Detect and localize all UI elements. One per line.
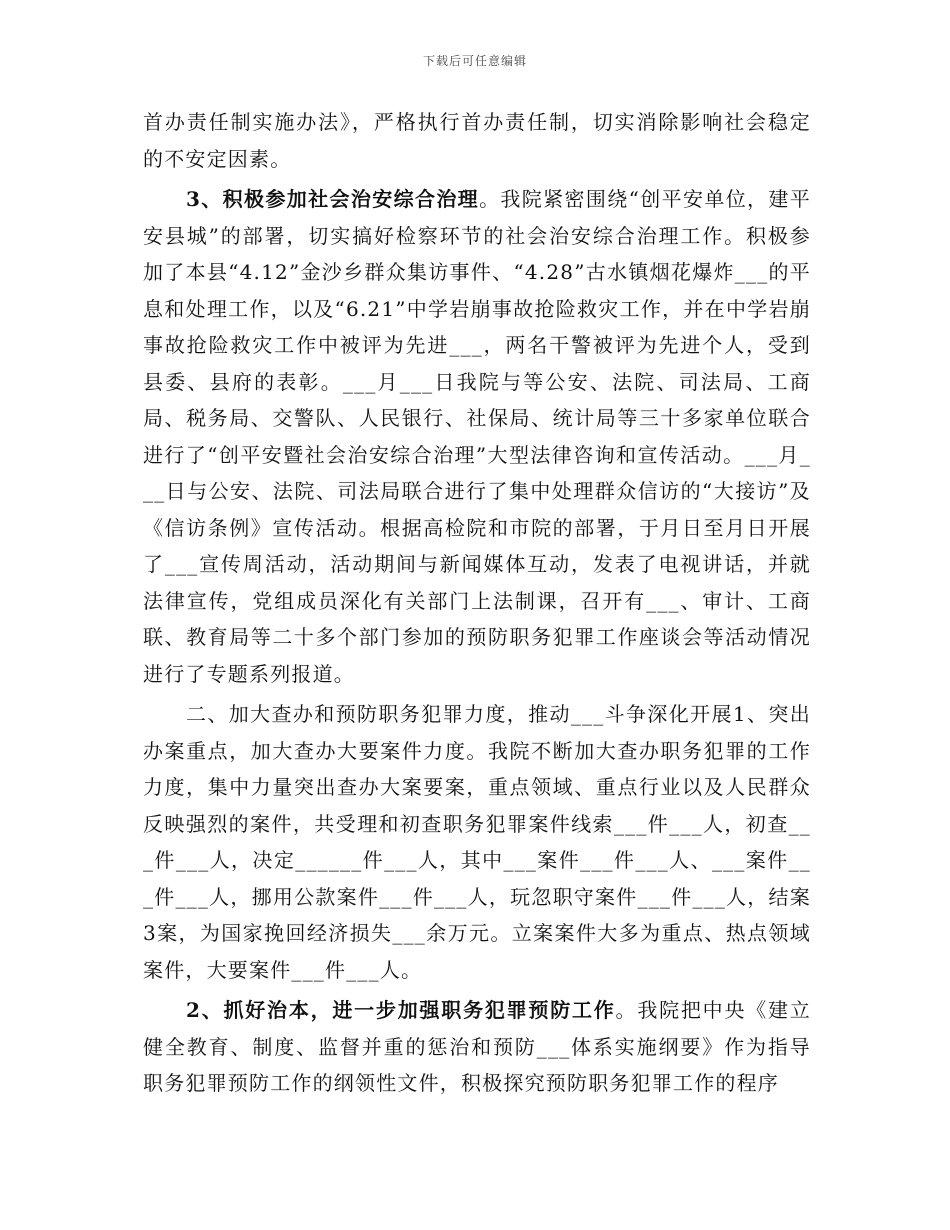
page-header: 下载后可任意编辑	[422, 54, 527, 68]
paragraph-continuation	[143, 104, 811, 177]
paragraph-text: 。我院紧密围绕“创平安单位，建平安县城”的部署，切实搞好检察环节的社会治安综合治理工作。积极参加了本县“4.12”金沙乡群众集访事件、“4.28”古水镇烟花爆炸___的平息和处理工作，以及“6.21”中学岩崩事故抢险救灾工作，并在中学岩崩事故抢险救灾工作中被评为先进___，两名干警被评为先进个人，受到县委、县府的表彰。___月___日我院与等公安、法院、司法局、工商局、税务局、交警队、人民银行、社保局、统计局等三十多家单位联合进行了“创平安暨社会治安综合治理”大型法律咨询和宣传活动。___月___日与公安、法院、司法局联合进行了集中处理群众信访的“大接访”及《信访条例》宣传活动。根据高检院和市院的部署，于月日至月日开展了___宣传周活动，活动期间与新闻媒体互动，发表了电视讲话，并就法律宣传，党组成员深化有关部门上法制课，召开有___、审计、工商联、教育局等二十多个部门参加的预防职务犯罪工作座谈会等活动情况进行了专题系列报道。	[143, 187, 811, 686]
paragraph-heading: 2、抓好治本，进一步加强职务犯罪预防工作	[186, 998, 616, 1022]
paragraph-heading: 3、积极参加社会治安综合治理	[186, 187, 480, 211]
paragraph-social-security	[143, 181, 811, 692]
paragraph-text: 二、加大查办和预防职务犯罪力度，推动___斗争深化开展1、突出办案重点，加大查办大要案件力度。我院不断加大查办职务犯罪的工作力度，集中力量突出查办大案要案，重点领域、重点行业以及人民群众反映强烈的案件，共受理和初查职务犯罪案件线索___件___人，初查___件___人，决定______件___人，其中___案件___件___人、___案件___件___人，挪用公款案件___件___人，玩忽职守案件___件___人，结案3案，为国家挽回经济损失___余万元。立案案件大多为重点、热点领域案件，大要案件___件___人。	[143, 702, 811, 982]
paragraph-prevention	[143, 992, 811, 1102]
document-body	[143, 104, 811, 1102]
paragraph-text: 首办责任制实施办法》，严格执行首办责任制，切实消除影响社会稳定的不安定因素。	[143, 110, 811, 171]
paragraph-text: 。我院把中央《建立健全教育、制度、监督并重的惩治和预防___体系实施纲要》作为指导职务犯罪预防工作的纲领性文件，积极探究预防职务犯罪工作的程序	[143, 998, 811, 1095]
paragraph-section-two	[143, 696, 811, 988]
